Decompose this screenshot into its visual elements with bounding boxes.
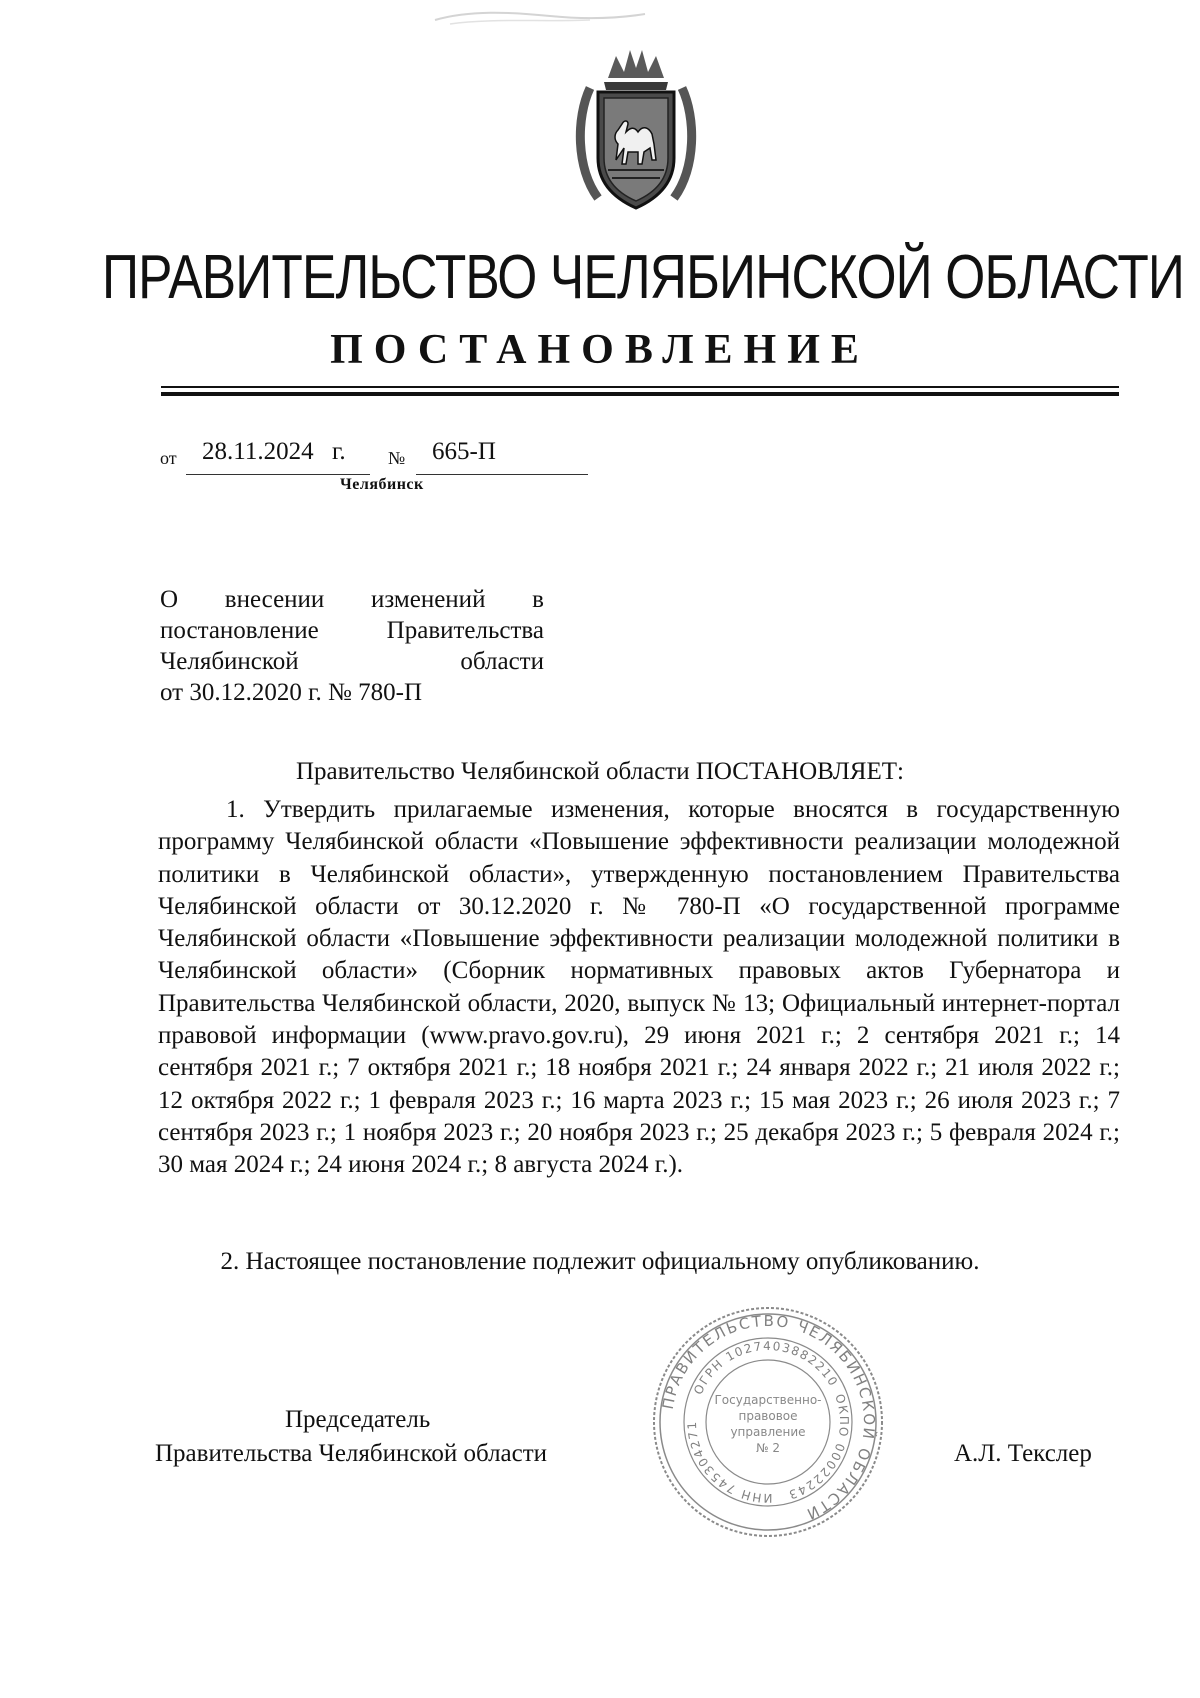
seal-ogrn: ОГРН 1027403882210: [690, 1338, 841, 1397]
subject-word: области: [460, 648, 544, 675]
subject-word: постановление: [160, 617, 319, 644]
document-date: 28.11.2024: [202, 438, 314, 465]
subject-line-4: от 30.12.2020 г. № 780-П: [160, 679, 423, 706]
document-body: [158, 794, 1120, 1182]
subject-word: О: [160, 586, 179, 613]
year-suffix: г.: [332, 438, 346, 465]
coat-of-arms-icon: [568, 48, 704, 216]
official-seal: [650, 1304, 886, 1540]
from-label: от: [160, 448, 177, 468]
subject-word: Правительства: [386, 617, 544, 644]
government-title: ПРАВИТЕЛЬСТВО ЧЕЛЯБИНСКОЙ ОБЛАСТИ: [102, 243, 1185, 312]
subject-line-3: [160, 646, 544, 677]
date-underline: [186, 474, 370, 475]
subject-word: в: [532, 586, 544, 613]
seal-center-1: Государственно-: [714, 1393, 822, 1407]
signatory-name: А.Л. Текслер: [954, 1440, 1092, 1467]
seal-center-3: управление: [730, 1425, 806, 1439]
seal-okpo: ОКПО 00022243: [785, 1392, 852, 1503]
paragraph-1: 1. Утвердить прилагаемые изменения, которые вносятся в государственную программу Челябинской области «Повышение эффективности реализации молодежной политики в Челябинской области», утвержденную постановлением Правительства Челябинской области от 30.12.2020 г. № 780-П «О государственной программе Челябинской области «Повышение эффективности реализации молодежной политики в Челябинской области» (Сборник нормативных правовых актов Губернатора и Правительства Челябинской области, 2020, выпуск № 13; Официальный интернет-портал правовой информации (www.pravo.gov.ru), 29 июня 2021 г.; 2 сентября 2021 г.; 14 сентября 2021 г.; 7 октября 2021 г.; 18 ноября 2021 г.; 24 января 2022 г.; 21 июля 2022 г.; 12 октября 2022 г.; 1 февраля 2023 г.; 16 марта 2023 г.; 15 мая 2023 г.; 26 июля 2023 г.; 7 сентября 2023 г.; 1 ноября 2023 г.; 20 ноября 2023 г.; 25 декабря 2023 г.; 5 февраля 2024 г.; 30 мая 2024 г.; 24 июня 2024 г.; 8 августа 2024 г.).: [158, 796, 1120, 1179]
seal-outer-text: ПРАВИТЕЛЬСТВО ЧЕЛЯБИНСКОЙ ОБЛАСТИ: [658, 1311, 879, 1524]
subject-word: внесении: [224, 586, 325, 613]
seal-inn: ИНН 745304271: [684, 1420, 773, 1506]
decree-heading: Правительство Челябинской области ПОСТАНОВЛЯЕТ:: [296, 758, 904, 785]
city: Челябинск: [340, 476, 424, 493]
header-rule-thin: [161, 386, 1119, 388]
paragraph-2: 2. Настоящее постановление подлежит официальному опубликованию.: [220, 1248, 980, 1275]
signatory-role-line-2: Правительства Челябинской области: [155, 1440, 548, 1467]
document-number: 665-П: [432, 438, 496, 465]
number-label: №: [388, 448, 406, 468]
scan-artifact: [430, 6, 650, 28]
subject-word: изменений: [371, 586, 486, 613]
number-underline: [416, 474, 588, 475]
subject-line-2: [160, 615, 544, 646]
document-type: ПОСТАНОВЛЕНИЕ: [330, 327, 870, 373]
header-rule-thick: [161, 392, 1119, 396]
subject-word: Челябинской: [160, 648, 299, 675]
document-subject: [160, 584, 544, 708]
seal-center-2: правовое: [738, 1409, 798, 1423]
subject-line-1: [160, 584, 544, 615]
signatory-role-line-1: Председатель: [285, 1406, 431, 1433]
date-number-row: [160, 438, 590, 478]
seal-center-4: № 2: [756, 1441, 780, 1455]
